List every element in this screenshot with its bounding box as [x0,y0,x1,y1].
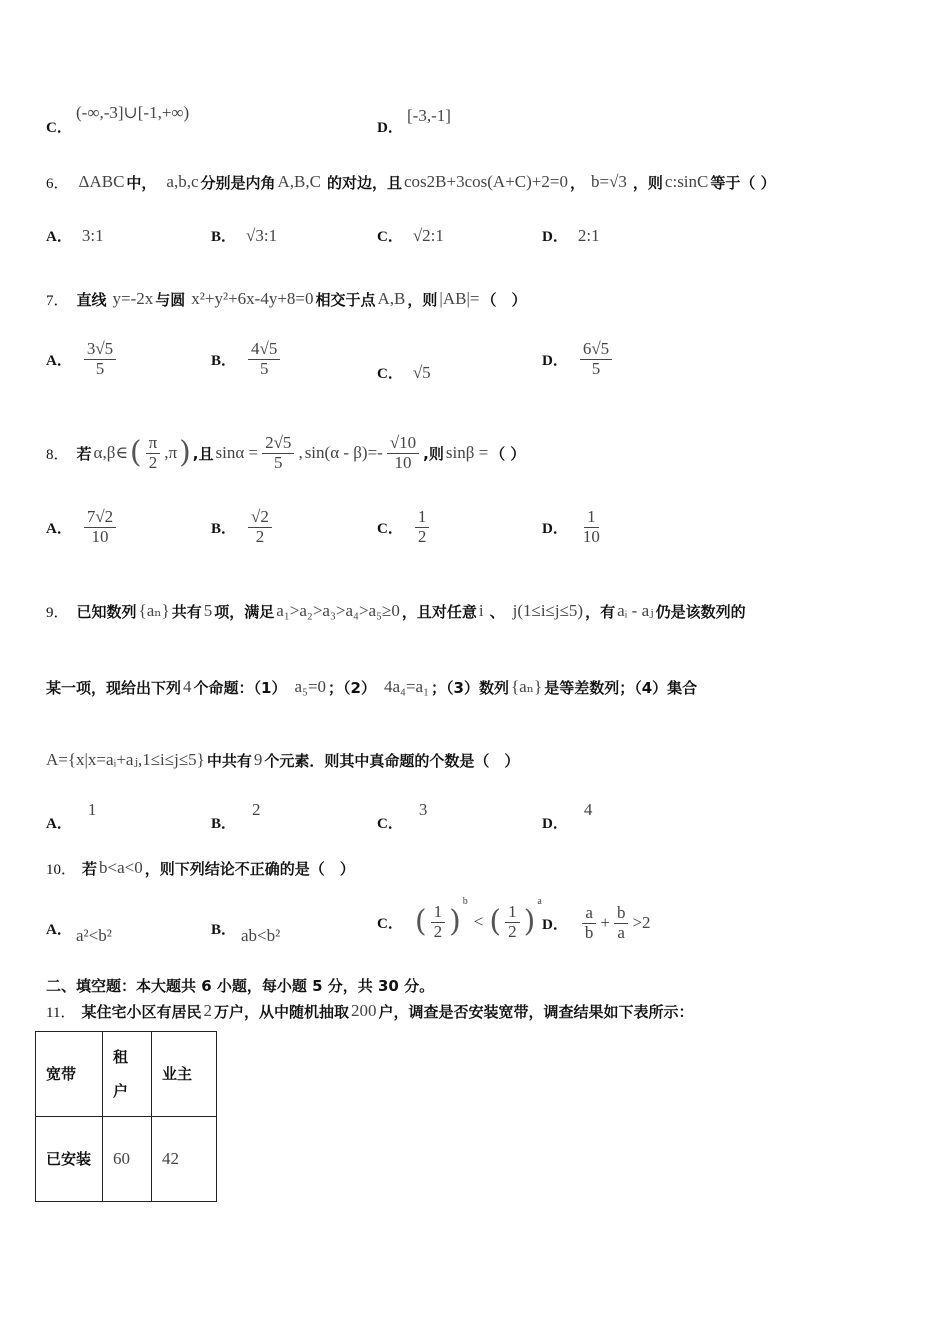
option-label: A． [46,816,72,832]
q7-option-a [46,340,118,378]
q10-option-b-value: ab<b² [241,926,281,945]
math-term: x²+y²+6x-4y+8=0 [191,289,314,308]
option-label: B． [211,816,237,832]
stem-text: 中共有 [206,751,252,770]
stem-text: 相交于点 [315,290,376,309]
math-term: b=√3 [590,172,627,191]
q9-line-1 [46,596,746,626]
section-title: 二、填空题：本大题共 6 小题，每小题 5 分，共 30 分。 [46,977,435,995]
denominator: 2 [148,452,158,472]
math-term: {aₙ} [138,601,170,620]
fraction [582,904,597,942]
table-header-cell: 宽带 [36,1032,103,1117]
stem-text: 是等差数列；（4）集合 [544,678,698,697]
plus-sign: + [600,913,610,932]
stem-text: ，且对任意 [401,602,477,621]
left-paren: ( [129,435,142,470]
table-header-cell: 租户 [103,1032,152,1117]
option-value: √3:1 [246,225,278,245]
option-label: A． [46,520,72,537]
q7-option-d [542,340,614,378]
stem-text: 直线 [76,290,107,309]
stem-text: ，则下列结论不正确的是（ ） [144,859,355,878]
stem-text: ， [569,173,585,192]
q6-option-b [211,225,277,246]
table-header-cell: 业主 [152,1032,217,1117]
table-cell: 42 [152,1117,217,1202]
math-term: sinα = [215,443,259,462]
question-number: 11． [46,1004,76,1021]
stem-text: 的对边，且 [327,173,403,192]
denominator: 2 [508,921,517,941]
numerator: 3√5 [84,340,116,360]
fraction [84,340,116,378]
math-term: |AB|= [439,289,480,308]
q9-option-b [211,800,261,833]
q10-option-a [46,918,72,939]
question-number: 6． [46,175,69,192]
q8-option-a [46,508,118,546]
math-term: 5 [203,601,213,620]
option-value: 2 [252,800,261,819]
numerator: √10 [387,434,419,454]
option-value: √2:1 [412,225,444,245]
question-number: 7． [46,292,69,309]
math-term: >2 [632,913,651,932]
stem-text: ，有 [585,602,616,621]
question-number: 9． [46,604,69,621]
table-cell: 已安装 [36,1117,103,1202]
math-term: 2 [203,1001,212,1020]
left-paren: ( [489,904,502,939]
numerator: √2 [248,508,272,528]
fraction [431,903,446,941]
stem-text: ，则 [632,173,663,192]
denominator: b [584,922,594,942]
denominator: 10 [394,452,412,472]
numerator: 1 [584,508,599,528]
numerator: π [146,434,161,454]
q10-option-d [542,898,651,948]
fraction [580,508,603,546]
stem-text: 项，满足 [214,602,275,621]
fraction [248,508,272,546]
option-label: B． [211,352,237,369]
question-number: 8． [46,446,69,463]
math-term: ΔABC [78,172,125,191]
math-term: ,π [164,443,178,462]
stem-text: ，则 [407,290,438,309]
denominator: 5 [591,358,601,378]
stem-text: 某一项，现给出下列 [46,678,182,697]
denominator: a [617,922,625,942]
math-term: a₁>a₂>a₃>a₄>a₅≥0 [276,601,400,620]
q10-option-b [211,918,236,939]
left-paren: ( [414,904,427,939]
stem-text: 分别是内角 [200,173,276,192]
stem-text: 某住宅小区有居民 [81,1002,202,1021]
math-term: aᵢ - aⱼ [617,601,654,620]
math-term: A,B,C [277,172,321,191]
numerator: a [582,904,596,924]
q6-option-d [542,225,600,246]
math-term: a₅=0 [294,677,327,696]
math-term: y=-2x [112,289,154,308]
fraction [415,508,430,546]
stem-text: （ ） [490,444,526,463]
stem-text: ,则 [423,444,444,463]
math-term: {aₙ} [510,677,543,696]
option-label: B． [211,520,237,537]
numerator: 4√5 [248,340,280,360]
option-value: 3:1 [81,225,104,245]
fraction [248,340,280,378]
math-term: 4 [183,677,192,696]
fraction [614,904,629,942]
math-term: b<a<0 [99,858,143,877]
right-paren: ) [179,435,191,470]
denominator: 2 [433,921,443,941]
math-term: A={x|x=aᵢ+aⱼ,1≤i≤j≤5} [46,750,205,769]
survey-table [35,1031,217,1202]
q9-option-c [377,800,427,833]
numerator: 6√5 [580,340,612,360]
option-label: C． [377,229,403,245]
q5-option-c-value: (-∞,-3]∪[-1,+∞) [76,103,190,122]
q9-line-3 [46,744,519,776]
question-number: 10． [46,861,77,878]
stem-text: 中， [126,173,157,192]
q7-option-b [211,340,282,378]
option-value: 4 [583,800,593,819]
stem-text: 已知数列 [76,602,137,621]
stem-text: 与圆 [155,290,186,309]
right-paren: ) [449,904,461,939]
math-term: a,b,c [166,172,199,191]
fraction [262,434,294,472]
stem-text: 若 [76,444,92,463]
q5-option-d-value: [-3,-1] [407,106,451,125]
stem-text: 、 [489,602,505,621]
math-term: i [478,601,484,620]
denominator: 10 [91,526,109,546]
stem-text: 个命题：（1） [193,678,287,697]
numerator: 1 [415,508,430,528]
stem-text: ；（2） [328,678,376,697]
option-label: D． [542,352,568,369]
option-label: C． [377,520,403,537]
fraction [84,508,116,546]
q6-option-c [377,225,444,246]
numerator: 1 [431,903,446,923]
q10-option-c [377,896,542,948]
fraction [505,903,520,941]
stem-text: 仍是该数列的 [655,602,746,621]
math-term: < [473,912,484,931]
right-paren: ) [523,904,536,939]
option-value: 3 [418,800,428,819]
q8-option-c [377,508,431,546]
option-label: B． [211,229,237,245]
option-label: A． [46,352,72,369]
math-term: A,B [377,289,406,308]
option-label: D． [542,816,568,832]
math-term: 200 [350,1001,377,1020]
q11-stem [46,998,694,1024]
stem-text: 等于（ ） [710,173,776,192]
math-term: α,β∈ [93,443,128,462]
option-label: C． [377,915,403,932]
fraction [146,434,161,472]
q6-stem [46,168,776,196]
q8-option-d [542,508,605,546]
math-term: cos2B+3cos(A+C)+2=0 [404,172,568,191]
table-row [36,1032,217,1117]
q9-line-2 [46,672,697,702]
q9-option-d [542,800,592,833]
math-term: sinβ = [445,443,489,462]
stem-text: ,且 [192,444,214,463]
option-label: C． [46,120,72,136]
option-value: 2:1 [577,225,600,245]
stem-text: 若 [82,859,98,878]
exponent: a [537,896,542,907]
option-label: A． [46,229,72,245]
stem-text: （ ） [481,290,527,309]
option-label: D． [542,916,568,933]
math-term: j(1≤i≤j≤5) [512,601,584,620]
numerator: 2√5 [262,434,294,454]
table-row [36,1117,217,1202]
stem-text: 户，调查是否安装宽带，调查结果如下表所示： [378,1002,694,1021]
math-term: c:sinC [664,172,709,191]
q10-stem [46,855,355,881]
q7-option-c [377,362,431,383]
denominator: 5 [274,452,283,472]
denominator: 2 [417,526,427,546]
table-cell: 60 [103,1117,152,1202]
q9-option-a [46,800,96,833]
option-label: D． [542,520,568,537]
exponent: b [462,896,468,907]
option-label: A． [46,922,72,938]
option-label: D． [542,229,568,245]
q5-option-d [377,116,403,137]
denominator: 5 [95,358,105,378]
fraction [387,434,419,472]
math-term: sin(α - β)=- [304,443,383,462]
option-value: √5 [412,362,431,382]
q8-option-b [211,508,274,546]
math-term: 4a₄=a₁ [383,677,430,696]
option-value: 1 [87,800,97,819]
denominator: 10 [582,526,600,546]
stem-text: ；（3）数列 [431,678,509,697]
math-term: 9 [253,750,263,769]
option-label: B． [211,922,237,938]
q10-option-a-value: a²<b² [76,926,112,945]
q8-stem [46,425,525,481]
q5-option-c [46,116,72,137]
numerator: 1 [505,903,520,923]
numerator: b [614,904,629,924]
numerator: 7√2 [84,508,116,528]
option-label: C． [377,366,403,382]
stem-text: 共有 [171,602,202,621]
q7-stem [46,285,526,313]
denominator: 2 [255,526,265,546]
denominator: 5 [259,358,269,378]
option-label: C． [377,816,403,832]
option-label: D． [377,120,403,136]
q6-option-a [46,225,104,246]
math-term: , [298,443,303,462]
fraction [580,340,612,378]
stem-text: 个元素．则其中真命题的个数是（ ） [264,751,520,770]
stem-text: 万户，从中随机抽取 [213,1002,349,1021]
